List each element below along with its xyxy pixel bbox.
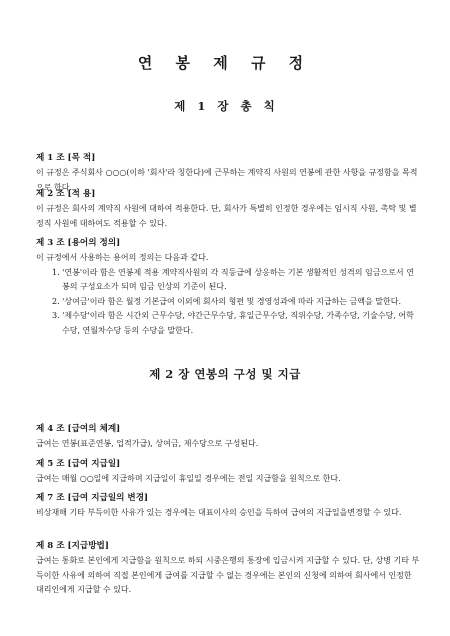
article-2 bbox=[36, 188, 421, 231]
article-heading: 제 1 조 [목 적] bbox=[36, 153, 96, 163]
article-8 bbox=[36, 540, 421, 598]
article-7 bbox=[36, 492, 421, 521]
document-title: 연 봉 제 규 정 bbox=[137, 54, 313, 72]
definition-item: 2. '상여금'이라 함은 월정 기본급여 이외에 회사의 형편 및 경영성과에 따라 지급하는 금액을 말한다. bbox=[52, 296, 402, 306]
definition-item: 1. '연봉'이라 함은 연봉제 적용 계약직사원의 각 직등급에 상응하는 기본 생활적인 성격의 임금으로서 연봉의 구성요소가 되며 임금 인상의 기준이 된다. bbox=[52, 267, 414, 291]
chapter-2-heading: 제 2 장 연봉의 구성 및 지급 bbox=[149, 367, 301, 381]
definition-item: 3. '제수당'이라 함은 시간외 근무수당, 야간근무수당, 휴일근무수당, 직위수당, 가족수당, 기술수당, 어학수당, 연월차수당 등의 수당을 말한다. bbox=[52, 311, 414, 335]
article-heading: 제 7 조 [급여 지급일의 변경] bbox=[36, 493, 149, 503]
article-3 bbox=[36, 237, 421, 338]
article-body: 급여는 매월 ○○일에 지급하며 지급일이 휴일일 경우에는 전일 지급함을 원칙으로 한다. bbox=[36, 474, 341, 483]
chapter-1-heading: 제 1 장 총 칙 bbox=[174, 99, 276, 113]
article-heading: 제 3 조 [용어의 정의] bbox=[36, 238, 121, 248]
definition-list bbox=[36, 266, 421, 339]
article-body: 이 규정에서 사용하는 용어의 정의는 다음과 같다. bbox=[36, 253, 209, 262]
article-body: 비상재해 기타 부득이한 사유가 있는 경우에는 대표이사의 승인을 득하여 급여의 지급일을변경할 수 있다. bbox=[36, 508, 402, 517]
article-heading: 제 2 조 [적 용] bbox=[36, 189, 96, 199]
article-body: 급여는 통화로 본인에게 지급함을 원칙으로 하되 시중은행의 통장에 입금시켜 지급할 수 있다. 단, 상병 기타 부득이한 사유에 의하여 직접 본인에게 급여를 지급할 수 없는 경우에는 본인의 신청에 의하여 회사에서 인정한 대리인에게 지급할 수 있다. bbox=[36, 556, 420, 594]
article-4 bbox=[36, 423, 421, 452]
article-heading: 제 8 조 [지급방법] bbox=[36, 541, 109, 551]
article-heading: 제 5 조 [급여 지급일] bbox=[36, 459, 121, 469]
article-body: 급여는 연봉(표준연봉, 업적가급), 상여금, 제수당으로 구성된다. bbox=[36, 439, 259, 448]
article-5 bbox=[36, 458, 421, 487]
article-body: 이 규정은 회사의 계약직 사원에 대하여 적용한다. 단, 회사가 특별히 인정한 경우에는 임시직 사원, 촉탁 및 별정직 사원에 대하여도 적용할 수 있다. bbox=[36, 204, 417, 228]
article-body: 이 규정은 주식회사 ○○○(이하 '회사'라 칭한다)에 근무하는 계약직 사원의 연봉에 관한 사항을 규정함을 목적으로 한다. bbox=[36, 168, 418, 192]
article-heading: 제 4 조 [급여의 체계] bbox=[36, 424, 121, 434]
